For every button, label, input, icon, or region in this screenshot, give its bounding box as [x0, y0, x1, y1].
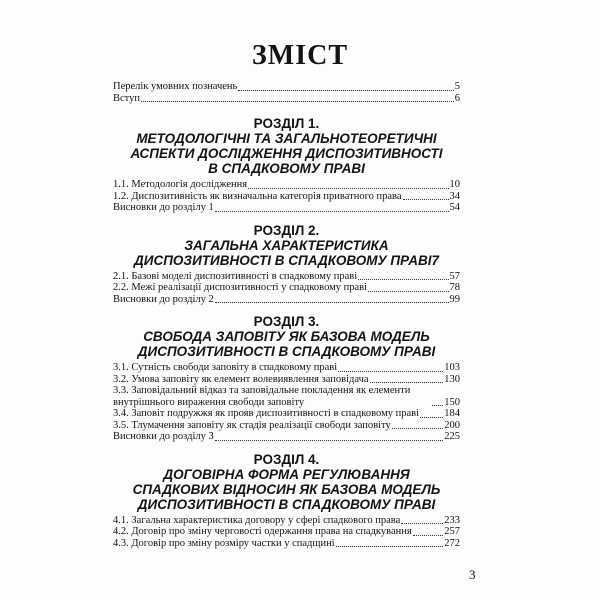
toc-entry-label: 3.5. Тлумачення заповіту як стадія реалізації свободи заповіту: [113, 419, 391, 431]
toc-entry: [113, 374, 460, 386]
section-heading: РОЗДІЛ 1.: [253, 116, 320, 131]
toc-entry-page: 99: [449, 293, 460, 305]
toc-entry: [113, 202, 460, 214]
toc-entry: [113, 526, 460, 538]
section-heading: РОЗДІЛ 4.: [253, 451, 320, 467]
section-title-line: СПАДКОВИХ ВІДНОСИН ЯК БАЗОВА МОДЕЛЬ: [132, 481, 441, 497]
toc-entry-label: 4.2. Договір про зміну черговості одержання права на спадкування: [113, 526, 412, 537]
toc-entry-page: 6: [454, 92, 460, 104]
toc-entry-label: Вступ: [113, 92, 140, 104]
section-heading: РОЗДІЛ 3.: [253, 314, 320, 329]
toc-entry: [113, 420, 460, 432]
toc-entry-label: 3.3. Заповідальний відказ та заповідальне покладення як елементи внутрішнього вираження свободи заповіту: [113, 385, 411, 408]
leader-dots: [338, 371, 443, 372]
toc-entry: [113, 362, 460, 374]
leader-dots: [215, 440, 443, 441]
leader-dots: [215, 302, 449, 303]
page-number: 3: [469, 567, 476, 582]
toc-entry-page: 54: [449, 202, 460, 213]
toc-entry-label: Перелік умовних позначень: [113, 81, 238, 92]
toc-entry: [113, 282, 460, 294]
toc-entry-label: 3.2. Умова заповіту як елемент волевиявлення заповідача: [113, 373, 369, 385]
toc-entry: [113, 515, 460, 527]
leader-dots: [432, 405, 443, 406]
toc-entry-page: 184: [444, 408, 460, 419]
toc-entry: [113, 179, 460, 191]
toc-entry-label: 4.3. Договір про зміну розміру частки у спадщині: [113, 537, 335, 549]
toc-entry: [113, 294, 460, 306]
toc-entry-label: 2.2. Межі реалізації диспозитивності у спадковому праві: [113, 282, 368, 293]
toc-entry: [113, 431, 460, 443]
toc-entry-page: 78: [449, 282, 460, 293]
toc-entry: [113, 93, 460, 105]
section-heading: РОЗДІЛ 2.: [253, 222, 320, 238]
toc-entry-page: 5: [454, 81, 460, 92]
toc-entry-page: 10: [449, 179, 460, 190]
leader-dots: [368, 291, 448, 292]
toc-entry-label: Висновки до розділу 3: [113, 431, 214, 442]
leader-dots: [403, 199, 449, 200]
table-of-contents: [113, 81, 460, 549]
leader-dots: [358, 279, 448, 280]
toc-entry-page: 34: [449, 190, 460, 202]
leader-dots: [215, 211, 449, 212]
toc-entry-label: Висновки до розділу 1: [113, 202, 214, 213]
toc-entry-label: Висновки до розділу 2: [113, 293, 214, 305]
toc-entry: [113, 385, 460, 408]
toc-entry-page: 103: [444, 362, 460, 373]
toc-entry-label: 1.2. Диспозитивність як визначальна категорія приватного права: [113, 190, 402, 202]
toc-entry-label: 4.1. Загальна характеристика договору у сфері спадкового права: [113, 514, 401, 526]
leader-dots: [141, 101, 454, 102]
section-title-line: ДИСПОЗИТИВНОСТІ В СПАДКОВОМУ ПРАВІ: [137, 496, 436, 512]
section-title-line: ДИСПОЗИТИВНОСТІ В СПАДКОВОМУ ПРАВІ: [137, 344, 436, 359]
leader-dots: [370, 382, 444, 383]
leader-dots: [420, 417, 443, 418]
toc-entry-page: 130: [444, 373, 460, 385]
toc-entry-page: 233: [444, 514, 460, 526]
leader-dots: [413, 535, 444, 536]
toc-entry: [113, 191, 460, 203]
toc-entry: [113, 538, 460, 550]
toc-entry-page: 150: [444, 396, 460, 408]
page-title: ЗМІСТ: [252, 40, 348, 71]
leader-dots: [392, 428, 444, 429]
toc-entry: [113, 408, 460, 420]
section-header-4: [113, 452, 460, 512]
toc-entry-page: 272: [444, 537, 460, 549]
section-title-line: ДИСПОЗИТИВНОСТІ В СПАДКОВОМУ ПРАВІ7: [134, 252, 439, 268]
leader-dots: [336, 546, 444, 547]
section-title-line: В СПАДКОВОМУ ПРАВІ: [208, 161, 365, 176]
section-title-line: СВОБОДА ЗАПОВІТУ ЯК БАЗОВА МОДЕЛЬ: [143, 329, 430, 344]
section-title-line: МЕТОДОЛОГІЧНІ ТА ЗАГАЛЬНОТЕОРЕТИЧНІ: [136, 131, 437, 146]
section-header-2: [113, 223, 460, 268]
section-title-line: ДОГОВІРНА ФОРМА РЕГУЛЮВАННЯ: [163, 466, 410, 482]
toc-entry: [113, 271, 460, 283]
leader-dots: [238, 90, 453, 91]
toc-entry-page: 57: [449, 270, 460, 282]
section-title-line: АСПЕКТИ ДОСЛІДЖЕННЯ ДИСПОЗИТИВНОСТІ: [130, 146, 443, 161]
toc-entry-page: 257: [444, 526, 460, 537]
leader-dots: [401, 523, 443, 524]
toc-entry: [113, 81, 460, 93]
toc-entry-label: 3.1. Сутність свободи заповіту в спадковому праві: [113, 362, 338, 373]
toc-entry-page: 225: [444, 431, 460, 442]
toc-entry-label: 1.1. Методологія дослідження: [113, 179, 248, 190]
section-title-line: ЗАГАЛЬНА ХАРАКТЕРИСТИКА: [184, 237, 389, 253]
section-header-1: [113, 116, 460, 176]
toc-entry-label: 3.4. Заповіт подружжя як прояв диспозитивності в спадковому праві: [113, 408, 419, 419]
toc-entry-label: 2.1. Базові моделі диспозитивності в спадковому праві: [113, 270, 358, 282]
leader-dots: [248, 188, 448, 189]
toc-entry-page: 200: [444, 419, 460, 431]
section-header-3: [113, 314, 460, 359]
